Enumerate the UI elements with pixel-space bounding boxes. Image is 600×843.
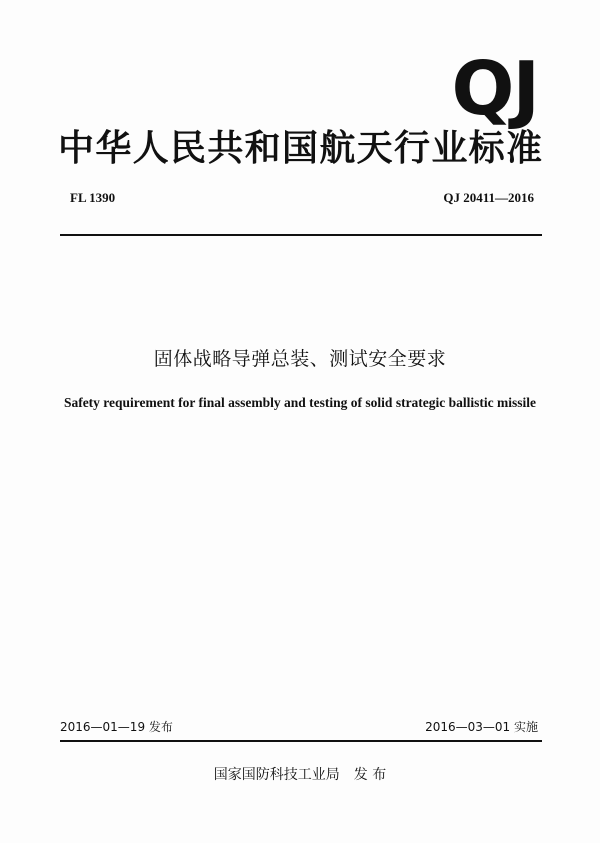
publisher-name: 国家国防科技工业局 — [213, 767, 340, 783]
implementation-date: 2016—03—01 实施 — [425, 720, 538, 734]
document-title-chinese: 固体战略导弹总装、测试安全要求 — [153, 348, 447, 370]
bottom-divider — [60, 740, 542, 742]
classification-code: FL 1390 — [70, 190, 116, 205]
standard-title: 中华人民共和国航天行业标准 — [58, 128, 542, 169]
document-title-english: Safety requirement for final assembly and testing of solid strategic ballistic missile — [63, 395, 537, 410]
qj-logo: QJ — [451, 46, 538, 132]
standard-number: QJ 20411—2016 — [443, 190, 534, 205]
publisher-line — [0, 764, 600, 784]
publisher-action: 发 布 — [353, 767, 387, 783]
top-divider — [60, 234, 542, 236]
issue-date: 2016—01—19 发布 — [60, 720, 173, 734]
